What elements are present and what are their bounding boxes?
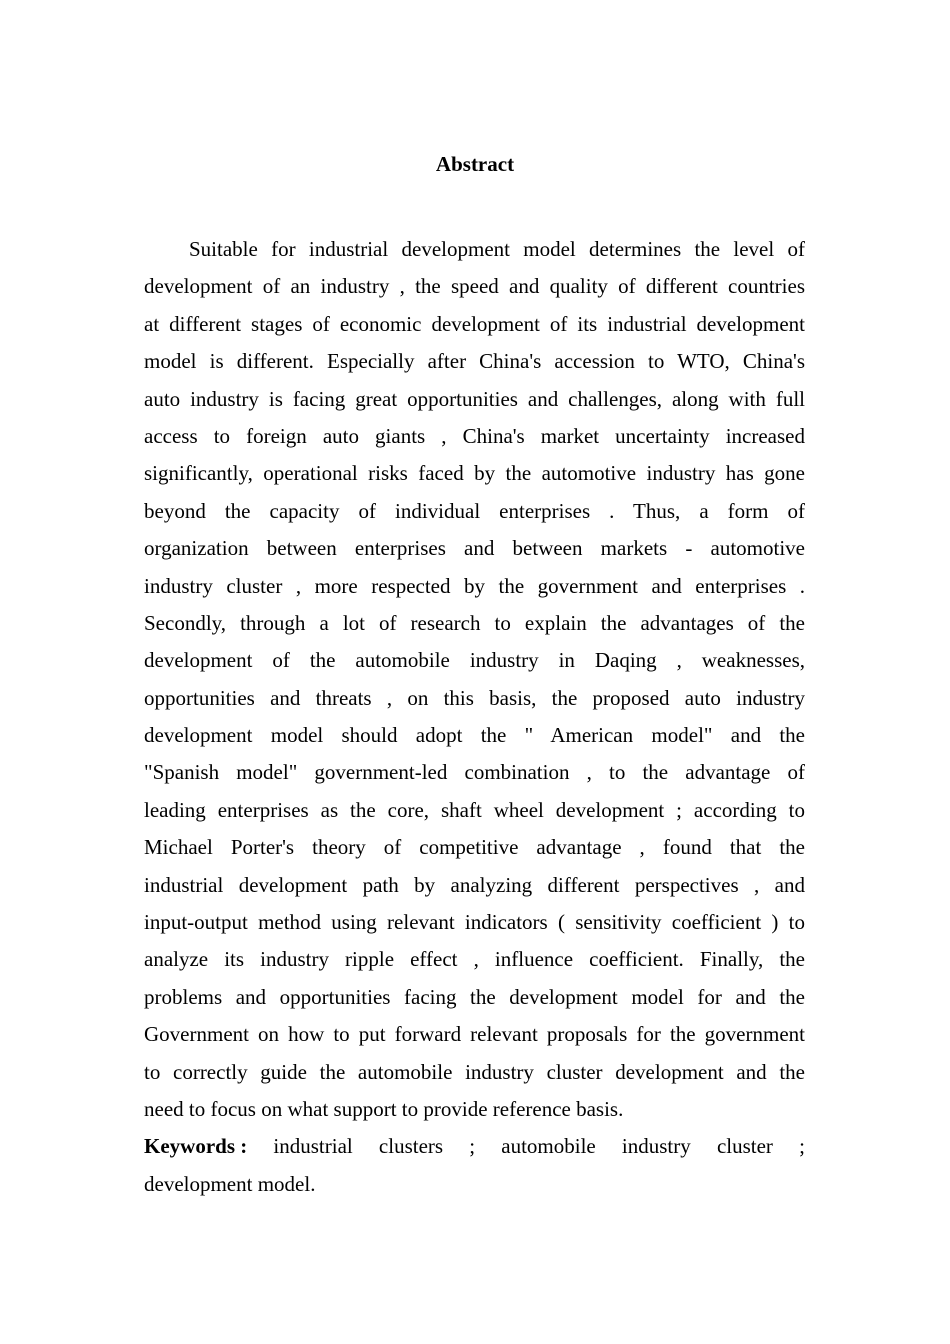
abstract-line: need to focus on what support to provide reference basis. — [144, 1096, 624, 1121]
keywords-line — [144, 1128, 805, 1165]
abstract-line: Suitable for industrial development model determines the level of — [189, 237, 805, 261]
keyword-word: ; — [469, 1134, 476, 1159]
abstract-body — [144, 231, 805, 1203]
abstract-line: model is different. Especially after China's accession to WTO, China's — [144, 349, 805, 374]
abstract-line: access to foreign auto giants , China's market uncertainty increased — [144, 423, 805, 448]
abstract-line: industry cluster , more respected by the government and enterprises . — [144, 573, 805, 598]
abstract-line: development model should adopt the " American model" and the — [144, 723, 805, 748]
abstract-line: organization between enterprises and between markets - automotive — [144, 536, 805, 561]
abstract-line: industrial development path by analyzing different perspectives , and — [144, 872, 805, 897]
abstract-line: at different stages of economic development of its industrial development — [144, 311, 805, 336]
keywords-label: Keywords : — [144, 1134, 248, 1159]
keyword-word: ; — [799, 1134, 805, 1159]
abstract-line: analyze its industry ripple effect , influence coefficient. Finally, the — [144, 947, 805, 972]
keyword-word: automobile — [501, 1134, 596, 1159]
abstract-line: development of an industry , the speed and quality of different countries — [144, 274, 805, 299]
keyword-word: cluster — [716, 1134, 773, 1159]
abstract-line: opportunities and threats , on this basis, the proposed auto industry — [144, 685, 805, 710]
abstract-line: Michael Porter's theory of competitive advantage , found that the — [144, 835, 805, 860]
abstract-line: Government on how to put forward relevant proposals for the government — [144, 1022, 805, 1047]
abstract-line: input-output method using relevant indicators ( sensitivity coefficient ) to — [144, 910, 805, 935]
abstract-line: auto industry is facing great opportunities and challenges, along with full — [144, 386, 805, 411]
keyword-word: clusters — [378, 1134, 444, 1159]
keywords-line-2: development model. — [144, 1171, 316, 1196]
abstract-line: development of the automobile industry in Daqing , weaknesses, — [144, 648, 805, 673]
abstract-line: beyond the capacity of individual enterprises . Thus, a form of — [144, 498, 805, 523]
keyword-word: industrial — [273, 1134, 353, 1159]
abstract-title: Abstract — [435, 152, 515, 176]
keyword-word: industry — [621, 1134, 691, 1159]
abstract-line: "Spanish model" government-led combination , to the advantage of — [144, 760, 805, 785]
abstract-paragraph — [144, 231, 805, 1128]
abstract-line: to correctly guide the automobile industry cluster development and the — [144, 1059, 805, 1084]
abstract-line: leading enterprises as the core, shaft wheel development ; according to — [144, 797, 805, 822]
abstract-line: problems and opportunities facing the development model for and the — [144, 984, 805, 1009]
abstract-line: significantly, operational risks faced by the automotive industry has gone — [144, 461, 805, 486]
abstract-line: Secondly, through a lot of research to explain the advantages of the — [144, 610, 805, 635]
